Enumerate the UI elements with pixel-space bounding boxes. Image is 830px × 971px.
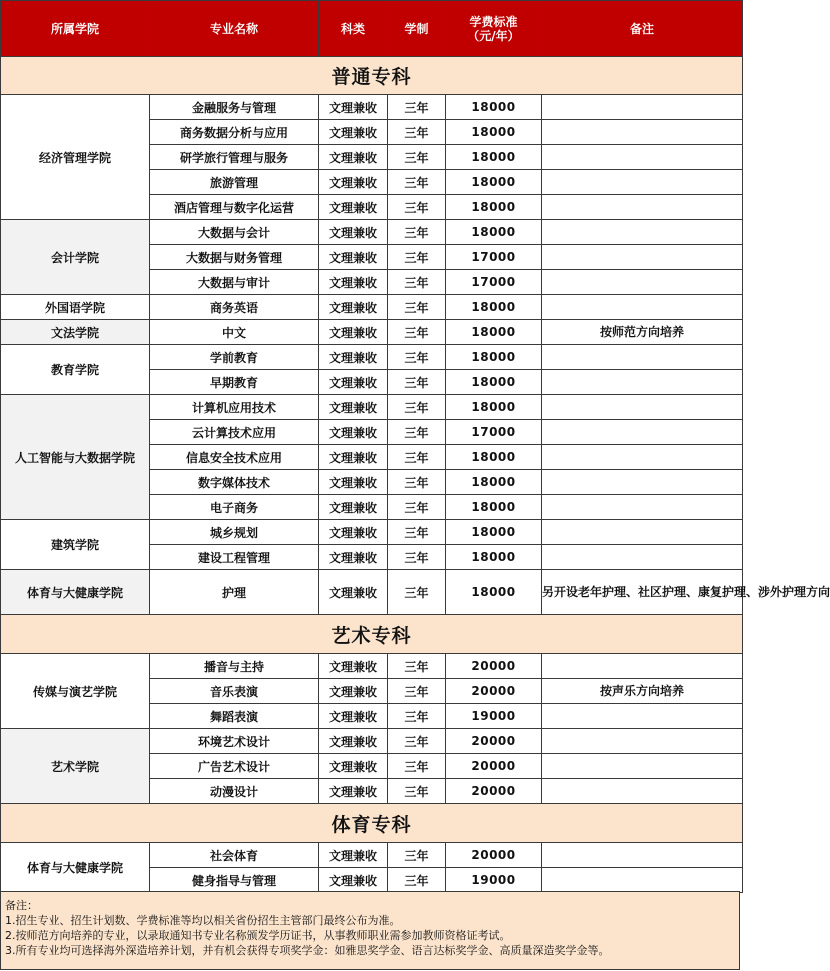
table-row [1,345,743,370]
fee-cell: 18000 [446,95,542,120]
subject-cell: 文理兼收 [319,445,388,470]
table-row [1,220,743,245]
fee-cell: 19000 [446,868,542,893]
duration-cell: 三年 [388,420,446,445]
major-cell: 大数据与会计 [150,220,319,245]
duration-cell: 三年 [388,195,446,220]
college-cell: 体育与大健康学院 [1,843,150,893]
fee-cell: 18000 [446,520,542,545]
subject-cell: 文理兼收 [319,868,388,893]
major-cell: 信息安全技术应用 [150,445,319,470]
subject-cell: 文理兼收 [319,270,388,295]
duration-cell: 三年 [388,729,446,754]
fee-cell: 20000 [446,654,542,679]
subject-cell: 文理兼收 [319,843,388,868]
fee-cell: 19000 [446,704,542,729]
subject-cell: 文理兼收 [319,145,388,170]
note-cell [542,395,743,420]
major-cell: 健身指导与管理 [150,868,319,893]
note-cell [542,704,743,729]
fee-cell: 18000 [446,170,542,195]
college-cell: 外国语学院 [1,295,150,320]
footnote-item: 2.按师范方向培养的专业，以录取通知书专业名称颁发学历证书，从事教师职业需参加教师资格证考试。 [5,929,511,942]
major-cell: 大数据与财务管理 [150,245,319,270]
major-cell: 环境艺术设计 [150,729,319,754]
major-cell: 学前教育 [150,345,319,370]
duration-cell: 三年 [388,370,446,395]
duration-cell: 三年 [388,495,446,520]
subject-cell: 文理兼收 [319,729,388,754]
note-cell [542,295,743,320]
major-cell: 云计算技术应用 [150,420,319,445]
table-row [1,95,743,120]
table-row [1,395,743,420]
subject-cell: 文理兼收 [319,95,388,120]
fee-cell: 18000 [446,570,542,615]
major-cell: 大数据与审计 [150,270,319,295]
header-note: 备注 [542,1,743,57]
note-cell [542,445,743,470]
duration-cell: 三年 [388,545,446,570]
subject-cell: 文理兼收 [319,245,388,270]
note-cell [542,95,743,120]
table-row [1,570,743,615]
college-cell: 文法学院 [1,320,150,345]
subject-cell: 文理兼收 [319,345,388,370]
duration-cell: 三年 [388,868,446,893]
note-cell [542,420,743,445]
header-college: 所属学院 [1,1,150,57]
fee-cell: 17000 [446,270,542,295]
section-row [1,615,743,654]
table-row [1,729,743,754]
table-header-row [1,1,743,57]
fee-cell: 18000 [446,445,542,470]
subject-cell: 文理兼收 [319,570,388,615]
duration-cell: 三年 [388,395,446,420]
major-cell: 播音与主持 [150,654,319,679]
major-cell: 研学旅行管理与服务 [150,145,319,170]
note-cell [542,729,743,754]
subject-cell: 文理兼收 [319,195,388,220]
note-cell [542,779,743,804]
section-row [1,57,743,95]
header-major: 专业名称 [150,1,319,57]
header-duration: 学制 [388,1,446,57]
note-cell [542,520,743,545]
fee-cell: 17000 [446,420,542,445]
subject-cell: 文理兼收 [319,395,388,420]
note-cell [542,170,743,195]
subject-cell: 文理兼收 [319,679,388,704]
subject-cell: 文理兼收 [319,370,388,395]
major-cell: 数字媒体技术 [150,470,319,495]
subject-cell: 文理兼收 [319,120,388,145]
section-title: 艺术专科 [1,615,743,654]
major-cell: 建设工程管理 [150,545,319,570]
duration-cell: 三年 [388,520,446,545]
major-cell: 计算机应用技术 [150,395,319,420]
note-cell [542,245,743,270]
college-cell: 艺术学院 [1,729,150,804]
major-cell: 旅游管理 [150,170,319,195]
note-cell [542,495,743,520]
note-cell [542,754,743,779]
major-cell: 广告艺术设计 [150,754,319,779]
subject-cell: 文理兼收 [319,779,388,804]
fee-cell: 18000 [446,320,542,345]
fee-cell: 18000 [446,470,542,495]
section-title: 普通专科 [1,57,743,95]
table-body [1,57,830,893]
fee-cell: 18000 [446,495,542,520]
note-cell [542,654,743,679]
duration-cell: 三年 [388,120,446,145]
table-row [1,320,743,345]
duration-cell: 三年 [388,345,446,370]
note-cell [542,270,743,295]
section-title: 体育专科 [1,804,743,843]
footnote-item: 1.招生专业、招生计划数、学费标准等均以相关省份招生主管部门最终公布为准。 [5,914,401,927]
fee-cell: 20000 [446,843,542,868]
college-cell: 传媒与演艺学院 [1,654,150,729]
subject-cell: 文理兼收 [319,470,388,495]
section-row [1,804,743,843]
table-row [1,843,743,868]
college-cell: 经济管理学院 [1,95,150,220]
duration-cell: 三年 [388,95,446,120]
note-cell [542,470,743,495]
header-subject: 科类 [319,1,388,57]
duration-cell: 三年 [388,470,446,495]
fee-cell: 20000 [446,779,542,804]
major-cell: 动漫设计 [150,779,319,804]
duration-cell: 三年 [388,843,446,868]
duration-cell: 三年 [388,295,446,320]
footnote-heading: 备注： [5,899,38,912]
note-cell [542,868,743,893]
note-cell [542,220,743,245]
subject-cell: 文理兼收 [319,654,388,679]
fee-cell: 18000 [446,120,542,145]
subject-cell: 文理兼收 [319,220,388,245]
fee-cell: 17000 [446,245,542,270]
major-cell: 城乡规划 [150,520,319,545]
college-cell: 教育学院 [1,345,150,395]
subject-cell: 文理兼收 [319,420,388,445]
note-cell [542,545,743,570]
duration-cell: 三年 [388,754,446,779]
fee-cell: 18000 [446,370,542,395]
fee-cell: 18000 [446,345,542,370]
fee-cell: 18000 [446,145,542,170]
duration-cell: 三年 [388,704,446,729]
duration-cell: 三年 [388,654,446,679]
college-cell: 体育与大健康学院 [1,570,150,615]
college-cell: 人工智能与大数据学院 [1,395,150,520]
duration-cell: 三年 [388,679,446,704]
major-cell: 中文 [150,320,319,345]
fee-cell: 18000 [446,295,542,320]
note-cell [542,195,743,220]
note-cell: 按声乐方向培养 [542,679,743,704]
fee-cell: 20000 [446,754,542,779]
footnote-item: 3.所有专业均可选择海外深造培养计划，并有机会获得专项奖学金：如雅思奖学金、语言达标奖学金、高质量深造奖学金等。 [5,944,610,957]
note-cell: 另开设老年护理、社区护理、康复护理、涉外护理方向 [542,570,743,615]
table-row [1,295,743,320]
fee-cell: 20000 [446,679,542,704]
fee-cell: 18000 [446,195,542,220]
duration-cell: 三年 [388,445,446,470]
fee-cell: 18000 [446,220,542,245]
duration-cell: 三年 [388,270,446,295]
duration-cell: 三年 [388,779,446,804]
footnotes [0,891,740,970]
major-cell: 舞蹈表演 [150,704,319,729]
subject-cell: 文理兼收 [319,170,388,195]
header-fee-line2: （元/年） [467,28,520,43]
duration-cell: 三年 [388,245,446,270]
subject-cell: 文理兼收 [319,520,388,545]
college-cell: 建筑学院 [1,520,150,570]
header-fee [446,1,542,57]
subject-cell: 文理兼收 [319,545,388,570]
duration-cell: 三年 [388,320,446,345]
fee-cell: 18000 [446,545,542,570]
college-cell: 会计学院 [1,220,150,295]
note-cell [542,843,743,868]
major-cell: 社会体育 [150,843,319,868]
fee-cell: 18000 [446,395,542,420]
major-cell: 音乐表演 [150,679,319,704]
header-fee-line1: 学费标准 [469,14,518,29]
major-cell: 商务英语 [150,295,319,320]
duration-cell: 三年 [388,145,446,170]
duration-cell: 三年 [388,170,446,195]
subject-cell: 文理兼收 [319,754,388,779]
major-cell: 早期教育 [150,370,319,395]
note-cell [542,120,743,145]
duration-cell: 三年 [388,570,446,615]
subject-cell: 文理兼收 [319,295,388,320]
subject-cell: 文理兼收 [319,320,388,345]
note-cell [542,345,743,370]
subject-cell: 文理兼收 [319,495,388,520]
table-row [1,520,743,545]
subject-cell: 文理兼收 [319,704,388,729]
note-cell [542,145,743,170]
note-cell [542,370,743,395]
duration-cell: 三年 [388,220,446,245]
major-cell: 商务数据分析与应用 [150,120,319,145]
major-cell: 电子商务 [150,495,319,520]
major-cell: 金融服务与管理 [150,95,319,120]
fee-cell: 20000 [446,729,542,754]
major-cell: 护理 [150,570,319,615]
major-cell: 酒店管理与数字化运营 [150,195,319,220]
table-row [1,654,743,679]
note-cell: 按师范方向培养 [542,320,743,345]
